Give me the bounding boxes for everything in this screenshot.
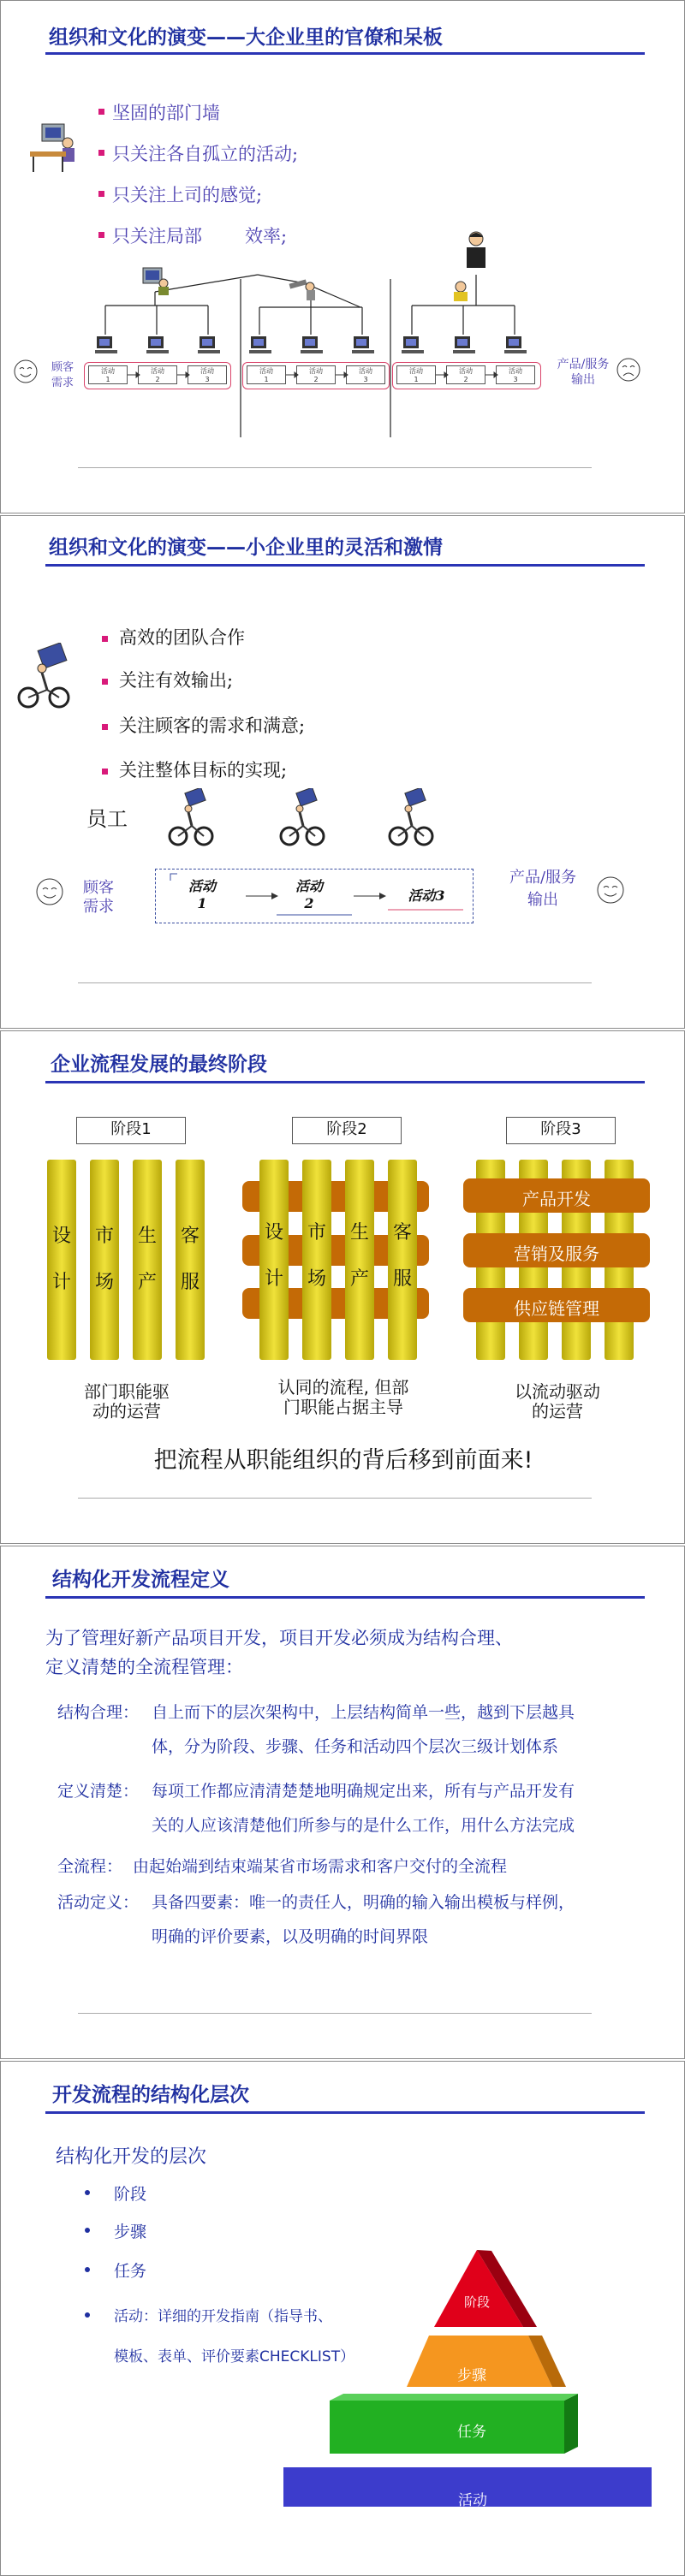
slide-3 (0, 1030, 685, 1544)
activity-box: 活动 1 (247, 365, 286, 384)
slide-title: 企业流程发展的最终阶段 (51, 1054, 267, 1076)
bullet-item: 关注有效输出; (119, 670, 234, 691)
level-item: 任务 (114, 2262, 147, 2281)
function-column (259, 1160, 289, 1360)
column-char: 产 (349, 1268, 369, 1290)
column-char: 客 (180, 1226, 200, 1247)
bullet-marker (102, 724, 108, 730)
cyclist-icon (168, 788, 217, 848)
definition-term: 结构合理： (57, 1703, 140, 1722)
function-column (345, 1160, 374, 1360)
cyclist-icon (279, 788, 329, 848)
slide-title: 组织和文化的演变——大企业里的官僚和呆板 (49, 27, 443, 49)
pyramid-level-step: 步骤 (457, 2367, 486, 2384)
slide-2 (0, 515, 685, 1029)
stage-1-label: 阶段1 (76, 1117, 186, 1144)
column-char: 计 (264, 1268, 283, 1290)
bullet-marker (102, 769, 108, 775)
customer-need-label: 顾客 需求 (51, 361, 74, 389)
worker-computer-icon (145, 335, 170, 357)
slide-1 (0, 0, 685, 513)
bullet-marker (98, 109, 104, 115)
column-char: 生 (137, 1226, 157, 1247)
column-char: 设 (51, 1226, 71, 1247)
bullet-marker (98, 191, 104, 197)
activity-label: 活动3 (408, 887, 445, 904)
bullet-marker (98, 150, 104, 156)
activity-flow-arrows (155, 869, 474, 923)
definition-text: 自上而下的层次架构中，上层结构简单一些，越到下层越具 (152, 1703, 575, 1722)
footer-line (78, 467, 592, 468)
cyclist-computer-icon (16, 643, 76, 711)
activity-arrows (1, 360, 684, 395)
manager-icon (450, 280, 472, 302)
activity-box: 活动 3 (188, 365, 227, 384)
activity-box: 活动 2 (446, 365, 485, 384)
function-column (388, 1160, 417, 1360)
footer-line (78, 982, 592, 983)
worker-computer-icon (451, 335, 477, 357)
worker-computer-icon (350, 335, 376, 357)
definition-text: 关的人应该清楚他们所参与的是什么工作，用什么方法完成 (152, 1816, 575, 1835)
product-output-label: 产品/服务 输出 (509, 869, 577, 909)
column-char: 设 (264, 1222, 283, 1243)
slide-5 (0, 2061, 685, 2576)
slide-title: 组织和文化的演变——小企业里的灵活和激情 (49, 537, 443, 559)
column-char: 场 (94, 1272, 114, 1293)
function-column (133, 1160, 162, 1360)
stage-caption: 认同的流程, 但部 门职能占据主导 (277, 1377, 409, 1417)
definition-text: 每项工作都应清清楚楚地明确规定出来，所有与产品开发有 (152, 1782, 575, 1801)
title-underline (45, 1081, 645, 1083)
pyramid-level-task: 任务 (457, 2424, 486, 2441)
director-icon (460, 230, 492, 271)
computer-user-icon (25, 121, 86, 177)
list-bullet (85, 2312, 90, 2318)
activity-box: 活动 3 (496, 365, 535, 384)
column-char: 市 (94, 1226, 114, 1247)
column-char: 市 (307, 1222, 326, 1243)
activity-label: 活动 2 (295, 878, 323, 911)
definition-text: 体，分为阶段、步骤、任务和活动四个层次三级计划体系 (152, 1737, 559, 1756)
definition-term: 活动定义： (57, 1893, 140, 1912)
product-output-label: 产品/服务 输出 (557, 358, 610, 387)
column-char: 计 (51, 1272, 71, 1293)
manager-telescope-icon (288, 276, 322, 302)
happy-customer-icon (35, 877, 64, 906)
activity-box: 活动 2 (296, 365, 336, 384)
level-item: 阶段 (114, 2185, 147, 2204)
function-column (90, 1160, 119, 1360)
bullet-item: 只关注各自孤立的活动; (112, 144, 299, 164)
column-char: 生 (349, 1222, 369, 1243)
worker-computer-icon (247, 335, 273, 357)
definition-text: 具备四要素：唯一的责任人，明确的输入输出模板与样例， (152, 1893, 575, 1912)
intro-paragraph: 为了管理好新产品项目开发，项目开发必须成为结构合理、 定义清楚的全流程管理： (45, 1628, 513, 1677)
customer-need-label: 顾客 需求 (83, 879, 114, 916)
level-item: 模板、表单、评价要素CHECKLIST） (114, 2348, 355, 2365)
bullet-item: 只关注局部 (112, 226, 202, 246)
band-label-marketing: 营销及服务 (514, 1243, 599, 1264)
worker-computer-icon (503, 335, 528, 357)
activity-box: 活动 3 (346, 365, 385, 384)
bullet-marker (102, 679, 108, 685)
worker-computer-icon (400, 335, 426, 357)
title-underline (45, 2111, 645, 2114)
definition-term: 全流程： (57, 1857, 123, 1876)
slide-title: 结构化开发流程定义 (52, 1569, 229, 1591)
slide-title: 开发流程的结构化层次 (52, 2084, 249, 2106)
list-bullet (85, 2267, 90, 2272)
column-char: 产 (137, 1272, 157, 1293)
stage-caption: 部门职能驱 动的运营 (84, 1381, 170, 1422)
bullet-marker (102, 636, 108, 642)
title-underline (45, 564, 645, 567)
manager-computer-icon (140, 266, 172, 297)
activity-box: 活动 2 (138, 365, 177, 384)
slogan: 把流程从职能组织的背后移到前面来! (153, 1447, 533, 1474)
worker-computer-icon (196, 335, 222, 357)
column-char: 客 (392, 1222, 412, 1243)
pyramid-level-activity: 活动 (458, 2492, 487, 2509)
definition-text: 由起始端到结束端某省市场需求和客户交付的全流程 (133, 1857, 508, 1876)
staff-label: 员工 (86, 807, 128, 831)
stage-2-label: 阶段2 (292, 1117, 402, 1144)
list-bullet (85, 2190, 90, 2195)
org-chart-lines (1, 223, 684, 437)
bullet-item: 高效的团队合作 (119, 627, 245, 648)
band-label-supply-chain: 供应链管理 (514, 1298, 599, 1319)
function-column (47, 1160, 76, 1360)
stage-3-label: 阶段3 (506, 1117, 616, 1144)
definition-text: 明确的评价要素，以及明确的时间界限 (152, 1927, 429, 1946)
level-item: 步骤 (114, 2223, 147, 2241)
level-item: 活动：详细的开发指南（指导书、 (114, 2308, 332, 2325)
pyramid-level-stage: 阶段 (463, 2294, 490, 2310)
list-bullet (85, 2228, 90, 2233)
definition-term: 定义清楚： (57, 1782, 140, 1801)
bullet-item: 关注整体目标的实现; (119, 760, 288, 781)
section-subtitle: 结构化开发的层次 (56, 2146, 207, 2168)
column-char: 服 (180, 1272, 200, 1293)
title-underline (45, 52, 645, 55)
worker-computer-icon (299, 335, 325, 357)
function-column (176, 1160, 205, 1360)
bullet-item: 关注顾客的需求和满意; (119, 715, 306, 736)
activity-box: 活动 1 (396, 365, 436, 384)
activity-label: 活动 1 (188, 878, 216, 911)
title-underline (45, 1596, 645, 1599)
bullet-item: 只关注上司的感觉; (112, 185, 263, 205)
cyclist-icon (388, 788, 438, 848)
column-char: 场 (307, 1268, 326, 1290)
worker-computer-icon (93, 335, 119, 357)
function-column (302, 1160, 331, 1360)
happy-output-icon (596, 875, 625, 905)
bullet-item: 效率; (245, 226, 288, 246)
footer-line (78, 1498, 592, 1499)
activity-box: 活动 1 (88, 365, 128, 384)
slide-4 (0, 1546, 685, 2059)
footer-line (78, 2013, 592, 2014)
bullet-item: 坚固的部门墙 (112, 103, 220, 123)
band-label-product-dev: 产品开发 (522, 1189, 591, 1209)
column-char: 服 (392, 1268, 412, 1290)
stage-caption: 以流动驱动 的运营 (515, 1381, 600, 1422)
